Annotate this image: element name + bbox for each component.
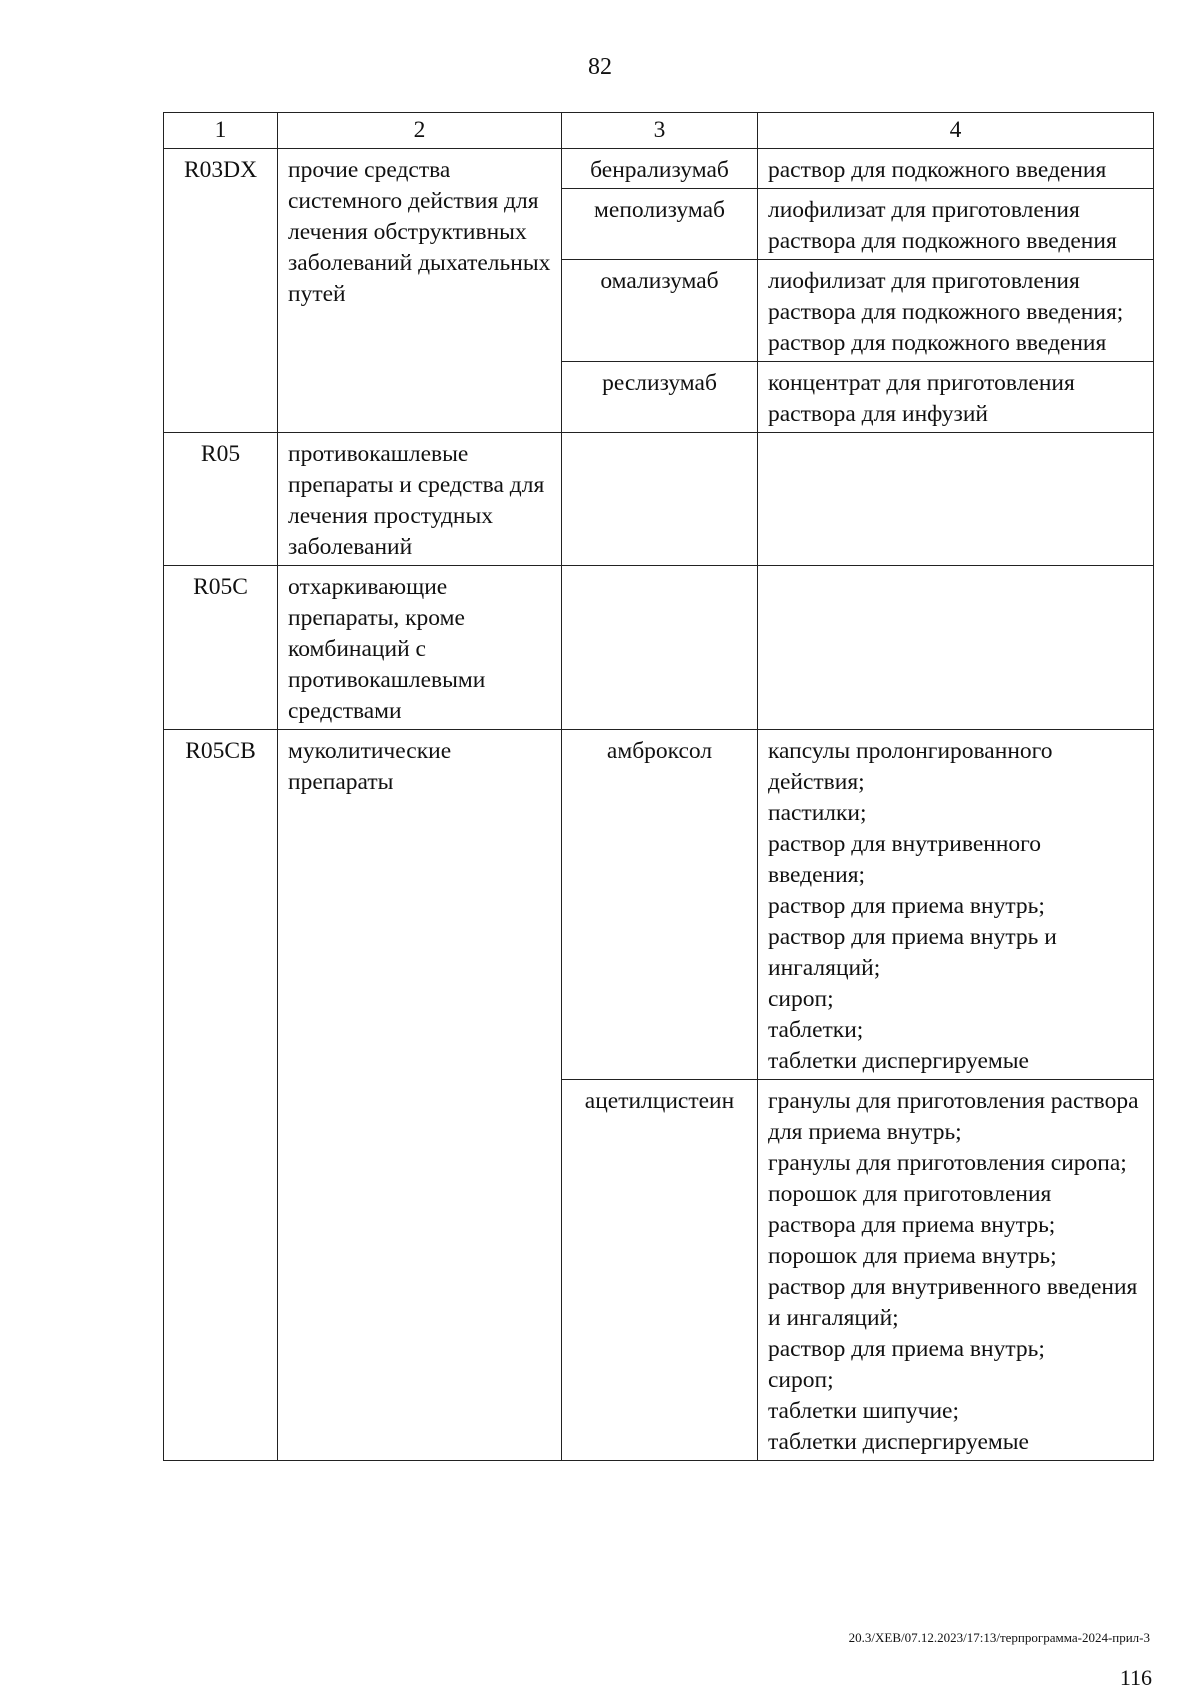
dosage-forms (758, 1080, 1154, 1461)
dosage-form: гранулы для приготовления сиропа; (768, 1150, 1127, 1176)
drug-table (163, 112, 1154, 1461)
atc-group: отхаркивающие препараты, кроме комбинаций с противокашлевыми средствами (278, 566, 562, 730)
dosage-form: раствор для приема внутрь; (768, 1336, 1045, 1362)
sheet-number: 116 (1119, 1665, 1152, 1690)
dosage-forms (758, 149, 1154, 189)
drug-name: бенрализумаб (562, 149, 758, 189)
drug-name: реслизумаб (562, 362, 758, 433)
atc-code: R05C (164, 566, 278, 730)
atc-group: противокашлевые препараты и средства для лечения простудных заболеваний (278, 433, 562, 566)
dosage-forms (758, 189, 1154, 260)
dosage-form: лиофилизат для приготовления раствора для подкожного введения; (768, 268, 1124, 325)
dosage-form: раствор для внутривенного введения и ингаляций; (768, 1274, 1138, 1331)
column-header: 4 (758, 113, 1154, 149)
dosage-form: пастилки; (768, 800, 867, 826)
dosage-form: раствор для приема внутрь и ингаляций; (768, 924, 1057, 981)
dosage-form: таблетки диспергируемые (768, 1048, 1029, 1074)
dosage-forms-empty (758, 433, 1154, 566)
column-header: 3 (562, 113, 758, 149)
dosage-forms-empty (758, 566, 1154, 730)
page-number: 82 (588, 54, 612, 80)
dosage-form: порошок для приготовления раствора для приема внутрь; (768, 1181, 1056, 1238)
dosage-form: таблетки; (768, 1017, 864, 1043)
dosage-form: таблетки шипучие; (768, 1398, 960, 1424)
table-row (164, 433, 1154, 566)
document-reference: 20.3/ХЕВ/07.12.2023/17:13/терпрограмма-2024-прил-3 (848, 1630, 1150, 1645)
atc-code: R05 (164, 433, 278, 566)
dosage-form: таблетки диспергируемые (768, 1429, 1029, 1455)
atc-group: муколитические препараты (278, 730, 562, 1461)
drug-name-empty (562, 433, 758, 566)
table-row (164, 566, 1154, 730)
atc-group: прочие средства системного действия для лечения обструктивных заболеваний дыхательных путей (278, 149, 562, 433)
dosage-form: раствор для внутривенного введения; (768, 831, 1041, 888)
dosage-form: раствор для подкожного введения (768, 330, 1107, 356)
drug-name: амброксол (562, 730, 758, 1080)
column-header: 1 (164, 113, 278, 149)
table-row (164, 730, 1154, 1080)
dosage-forms (758, 362, 1154, 433)
dosage-form: порошок для приема внутрь; (768, 1243, 1057, 1269)
column-header: 2 (278, 113, 562, 149)
header-row (164, 113, 1154, 149)
dosage-form: капсулы пролонгированного действия; (768, 738, 1053, 795)
dosage-forms (758, 260, 1154, 362)
dosage-form: сироп; (768, 1367, 834, 1393)
dosage-form: сироп; (768, 986, 834, 1012)
dosage-form: гранулы для приготовления раствора для приема внутрь; (768, 1088, 1139, 1145)
drug-name: ацетилцистеин (562, 1080, 758, 1461)
drug-name: меполизумаб (562, 189, 758, 260)
dosage-form: лиофилизат для приготовления раствора для подкожного введения (768, 197, 1117, 254)
atc-code: R05CB (164, 730, 278, 1461)
dosage-form: концентрат для приготовления раствора для инфузий (768, 370, 1075, 427)
drug-name-empty (562, 566, 758, 730)
dosage-form: раствор для приема внутрь; (768, 893, 1045, 919)
table-row (164, 149, 1154, 189)
dosage-forms (758, 730, 1154, 1080)
dosage-form: раствор для подкожного введения (768, 157, 1107, 183)
drug-name: омализумаб (562, 260, 758, 362)
atc-code: R03DX (164, 149, 278, 433)
